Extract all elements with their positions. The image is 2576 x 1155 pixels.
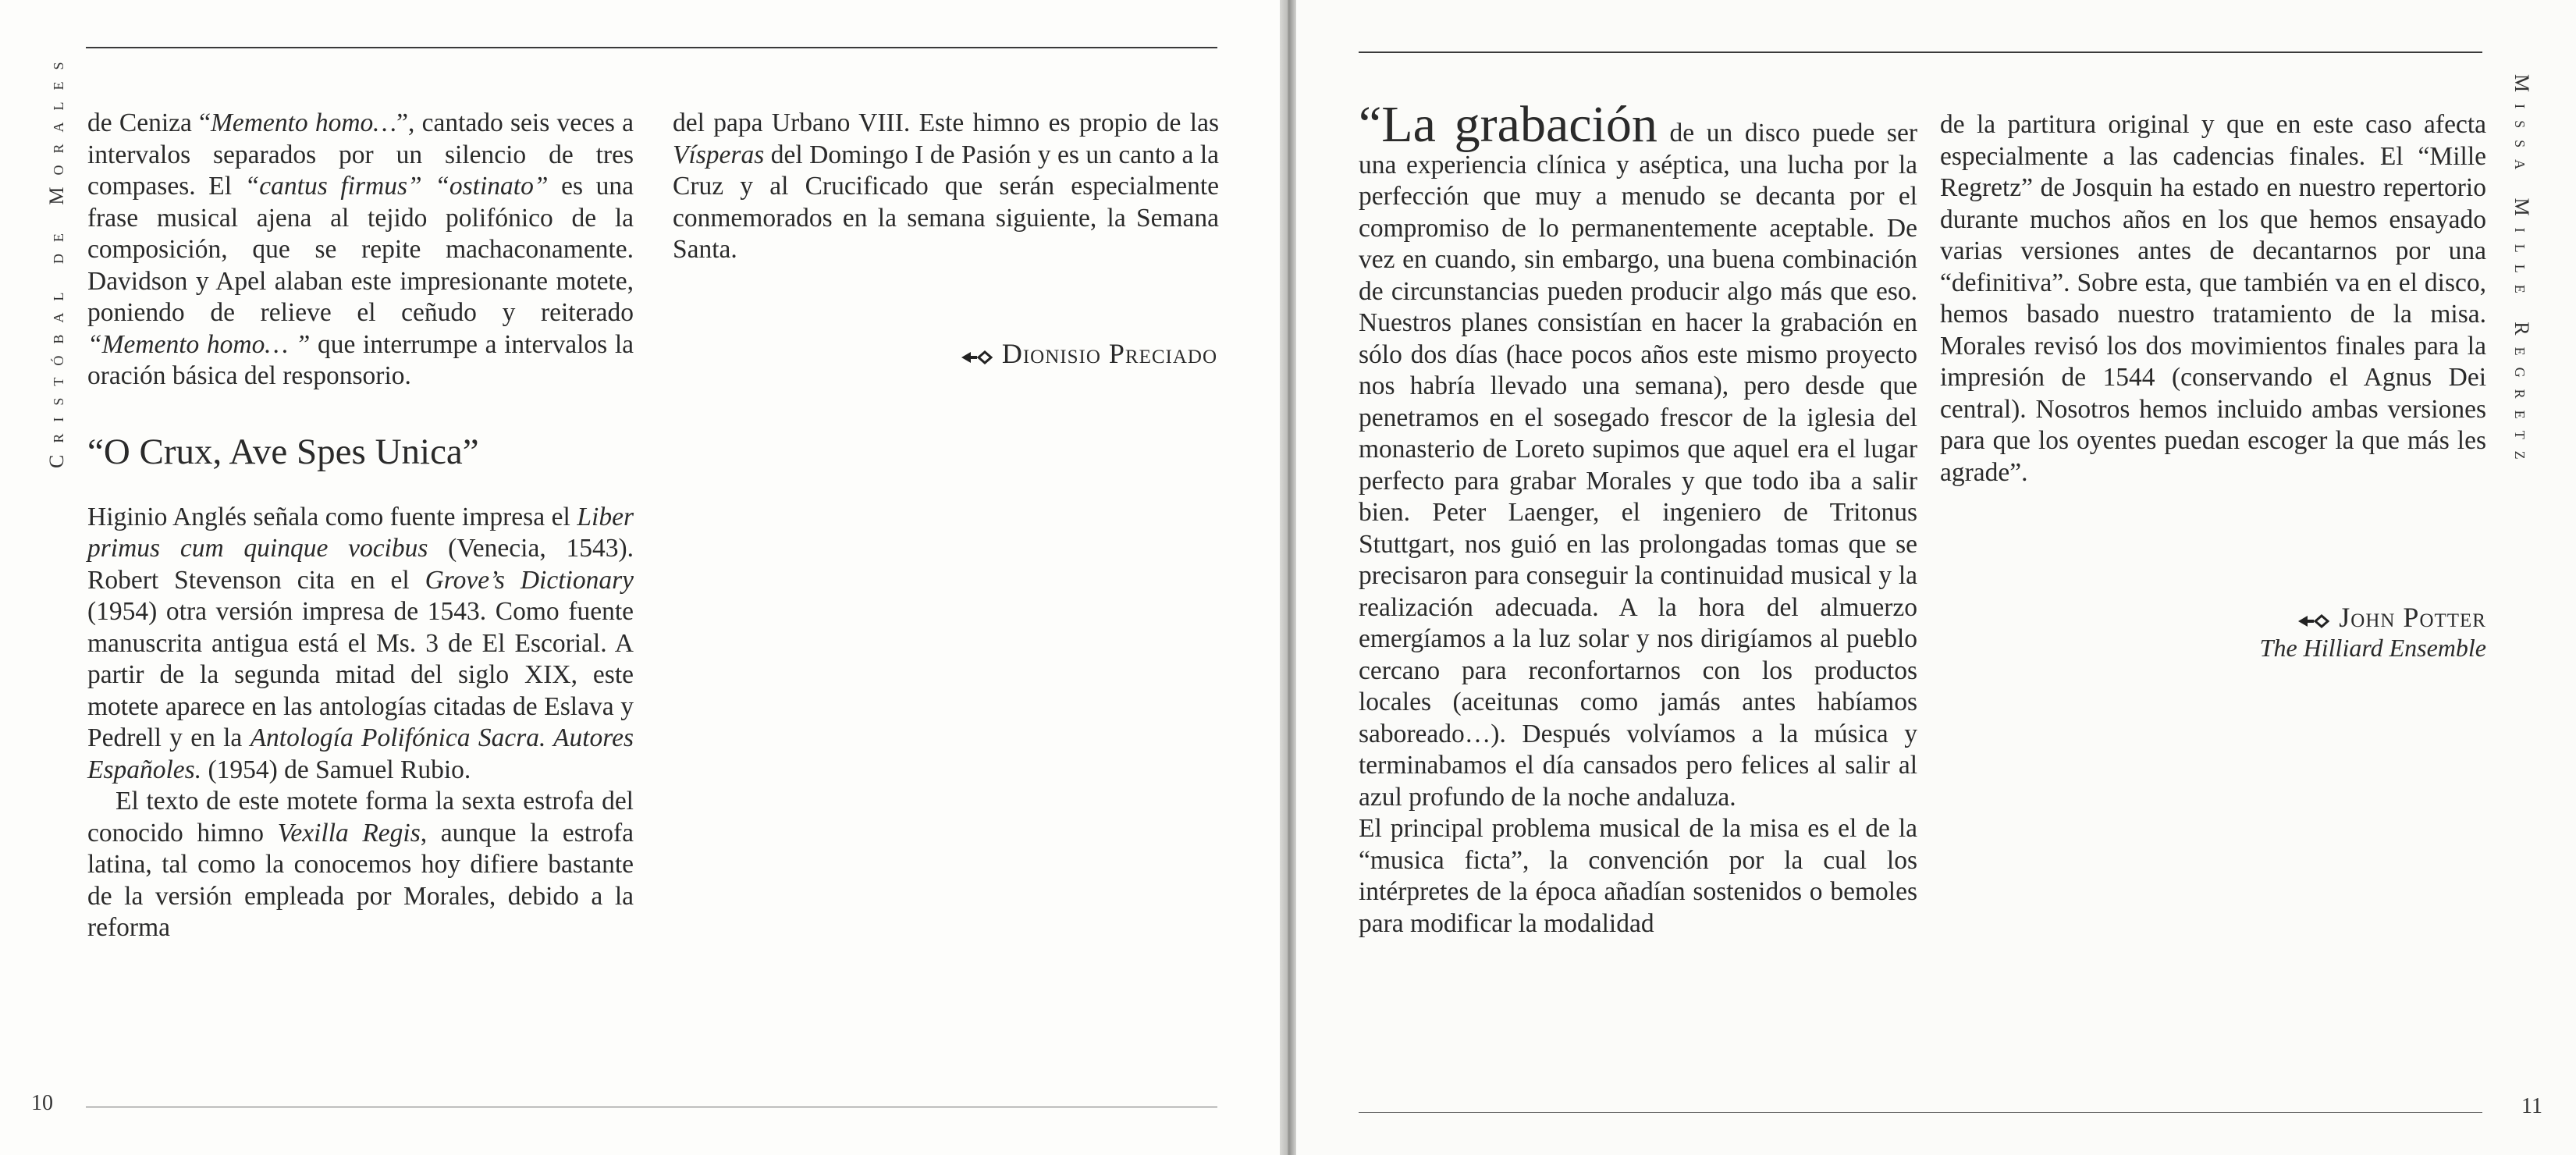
- right-page: [1296, 0, 2576, 1155]
- paragraph: [1359, 96, 1917, 813]
- text-run: que interrumpe a intervalos la oración básica del responsorio.: [87, 329, 634, 390]
- text-run: (1954) otra versión impresa de 1543. Como fuente manuscrita antigua está el Ms. 3 de El Escorial. A partir de la segunda mitad del siglo XIX, este motete aparece en las antologías citadas de Eslava y Pedrell y en la: [87, 597, 634, 752]
- author-name: John Potter: [2339, 602, 2486, 633]
- paragraph: [1940, 109, 2486, 489]
- text-run: ”, cantado seis veces a intervalos separados por un silencio de tres compases. El: [87, 108, 634, 201]
- top-rule: [1359, 52, 2482, 53]
- text-run: (Venecia, 1543). Robert Stevenson cita en el: [87, 534, 634, 595]
- text-run: El texto de este motete forma la sexta estrofa del conocido himno: [87, 787, 634, 848]
- drop-word: La grabación: [1381, 96, 1658, 153]
- author-name: Dionisio Preciado: [1001, 338, 1217, 369]
- left-column-1: [87, 108, 634, 944]
- text-run: es una frase musical ajena al tejido polifónico de la composición, que se repite machaconamente. Davidson y Apel alaban este impresionante motete, poniendo de relieve el ceñudo y reiterado: [87, 172, 634, 327]
- top-rule: [86, 47, 1217, 48]
- paragraph: [673, 108, 1219, 266]
- text-run: de Ceniza: [87, 108, 200, 137]
- italic-run: Vísperas: [673, 140, 765, 169]
- left-column-2: [673, 108, 1219, 266]
- page-number: 11: [2521, 1094, 2542, 1118]
- author-affiliation: The Hilliard Ensemble: [2259, 634, 2486, 662]
- italic-run: Antología Polifónica Sacra. Autores Españoles.: [87, 723, 634, 784]
- text-run: de un disco puede ser una experiencia clínica y aséptica, una lucha por la perfección que muy a menudo se decanta por el compromiso de lo permanentemente aceptable. De vez en cuando, sin embargo, una buena combinación de circunstancias pueden producir algo más que eso. Nuestros planes consistían en hacer la grabación en sólo dos días (hace pocos años este mismo proyecto nos habría llevado una semana), pero desde que penetramos en el sosegado frescor de la iglesia del monasterio de Loreto supimos que aquel era el lugar perfecto para grabar Morales y que todo iba a salir bien. Peter Laenger, el ingeniero de Tritonus Stuttgart, nos guió en las prolongadas tomas que se precisaron para conseguir la continuidad musical y la realización adecuada. A la hora del almuerzo emergíamos a la luz solar y nos dirigíamos al pueblo cercano para reconfortarnos con los productos locales (aceitunas como jamás antes habíamos saboreado…). Después volvíamos a la música y terminabamos el día cansados pero felices al salir al azul profundo de la noche andaluza.: [1359, 119, 1917, 812]
- page-number: 10: [31, 1091, 53, 1115]
- pointer-icon: [2297, 613, 2329, 629]
- paragraph: [87, 786, 634, 944]
- italic-run: Memento homo…: [210, 108, 397, 137]
- text-run: “: [199, 108, 211, 137]
- pointer-icon: [960, 350, 993, 365]
- italic-run: “Memento homo… ”: [87, 329, 311, 359]
- paragraph: [1359, 813, 1917, 940]
- paragraph: [87, 108, 634, 393]
- right-column-2: [1940, 109, 2486, 489]
- text-run: (1954) de Samuel Rubio.: [201, 755, 471, 784]
- italic-run: Grove’s Dictionary: [425, 565, 634, 595]
- text-run: de la partitura original y que en este caso afecta especialmente a las cadencias finales. El “Mille Regretz” de Josquin ha estado en nuestro repertorio durante muchos años en los que hemos ensayado varias versiones antes de decantarnos por una “definitiva”. Sobre esta, que también va en el disco, hemos basado nuestro tratamiento de la misa. Morales revisó los dos movimientos finales para la impresión de 1544 (conservando el Agnus Dei central). Nosotros hemos incluido ambas versiones para que los oyentes puedan escoger la que más les agrade”.: [1940, 110, 2486, 487]
- left-page: [0, 0, 1280, 1155]
- author-signature: [2260, 601, 2486, 663]
- book-spine: [1280, 0, 1296, 1155]
- running-head-text: Cristóbal de Morales: [45, 50, 68, 468]
- bottom-rule: [1359, 1112, 2482, 1113]
- italic-run: Vexilla Regis: [277, 818, 421, 848]
- text-run: Higinio Anglés señala como fuente impresa el: [87, 502, 577, 531]
- right-column-1: [1359, 96, 1917, 940]
- italic-run: “cantus firmus” “ostinato”: [244, 172, 549, 201]
- paragraph-text: [1359, 119, 1917, 812]
- paragraph: [87, 502, 634, 787]
- text-run: , aunque la estrofa latina, tal como la conocemos hoy difiere bastante de la versión empleada por Morales, debido a la reforma: [87, 818, 634, 942]
- open-quote: “: [1359, 96, 1382, 153]
- author-signature: [960, 337, 1217, 370]
- text-run: del papa Urbano VIII. Este himno es propio de las: [673, 108, 1219, 137]
- text-run: El principal problema musical de la misa es el de la “musica ficta”, la convención por la cual los intérpretes de la época añadían sostenidos o bemoles para modificar la modalidad: [1359, 814, 1917, 938]
- text-run: del Domingo I de Pasión y es un canto a la Cruz y al Crucificado que serán especialmente conmemorados en la semana siguiente, la Semana Santa.: [673, 140, 1219, 264]
- section-heading: “O Crux, Ave Spes Unica”: [87, 431, 479, 472]
- italic-run: Liber primus cum quinque vocibus: [87, 502, 634, 563]
- running-head-text: Missa Mille Regretz: [2510, 74, 2533, 471]
